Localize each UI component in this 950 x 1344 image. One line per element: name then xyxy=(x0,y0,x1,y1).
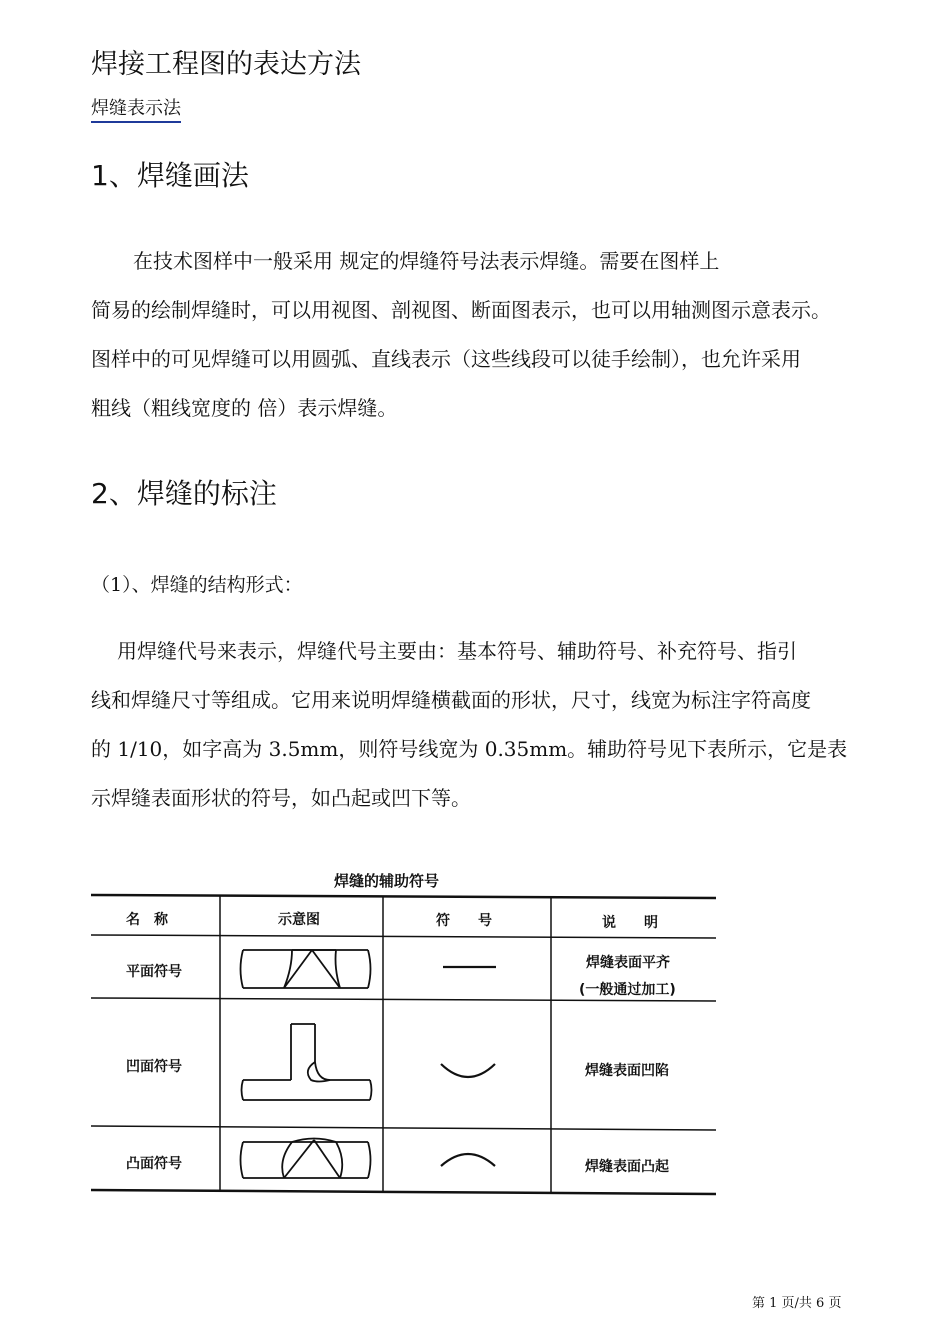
subheading-structure: （1）、焊缝的结构形式： xyxy=(91,574,303,596)
page-footer: 第 1 页/共 6 页 xyxy=(752,1296,842,1311)
header-description: 说 明 xyxy=(602,915,658,931)
section-heading-2: 2、焊缝的标注 xyxy=(91,477,277,510)
paragraph-line: 图样中的可见焊缝可以用圆弧、直线表示（这些线段可以徒手绘制），也允许采用 xyxy=(91,347,801,371)
document-title: 焊接工程图的表达方法 xyxy=(91,49,361,80)
row-desc-convex: 焊缝表面凸起 xyxy=(585,1159,669,1175)
row-desc-flat: 焊缝表面平齐 xyxy=(586,955,670,971)
convex-weld-diagram xyxy=(241,1139,371,1179)
paragraph-line: 在技术图样中一般采用 规定的焊缝符号法表示焊缝。需要在图样上 xyxy=(133,249,720,273)
paragraph-line: 粗线（粗线宽度的 倍）表示焊缝。 xyxy=(91,396,398,420)
paragraph-line: 示焊缝表面形状的符号，如凸起或凹下等。 xyxy=(91,786,471,810)
row-desc-flat-note: (一般通过加工) xyxy=(579,982,676,998)
row-desc-concave: 焊缝表面凹陷 xyxy=(585,1063,669,1079)
header-symbol: 符 号 xyxy=(436,913,492,929)
row-name-convex: 凸面符号 xyxy=(126,1156,182,1172)
row-name-flat: 平面符号 xyxy=(126,964,182,980)
header-diagram: 示意图 xyxy=(278,912,320,928)
section-heading-1: 1、焊缝画法 xyxy=(91,159,249,192)
concave-symbol xyxy=(441,1064,495,1077)
concave-weld-diagram xyxy=(242,1024,372,1100)
paragraph-line: 线和焊缝尺寸等组成。它用来说明焊缝横截面的形状，尺寸，线宽为标注字符高度 xyxy=(91,688,811,712)
convex-symbol xyxy=(441,1154,495,1166)
paragraph-line: 用焊缝代号来表示，焊缝代号主要由：基本符号、辅助符号、补充符号、指引 xyxy=(117,639,797,663)
row-name-concave: 凹面符号 xyxy=(126,1059,182,1075)
flat-weld-diagram xyxy=(241,950,371,988)
paragraph-line: 简易的绘制焊缝时，可以用视图、剖视图、断面图表示，也可以用轴测图示意表示。 xyxy=(91,298,831,322)
header-name: 名 称 xyxy=(126,912,168,928)
section-link[interactable]: 焊缝表示法 xyxy=(91,94,181,123)
paragraph-line: 的 1/10，如字高为 3.5mm，则符号线宽为 0.35mm。辅助符号见下表所示，它是表 xyxy=(91,737,848,761)
table-caption: 焊缝的辅助符号 xyxy=(334,872,440,890)
